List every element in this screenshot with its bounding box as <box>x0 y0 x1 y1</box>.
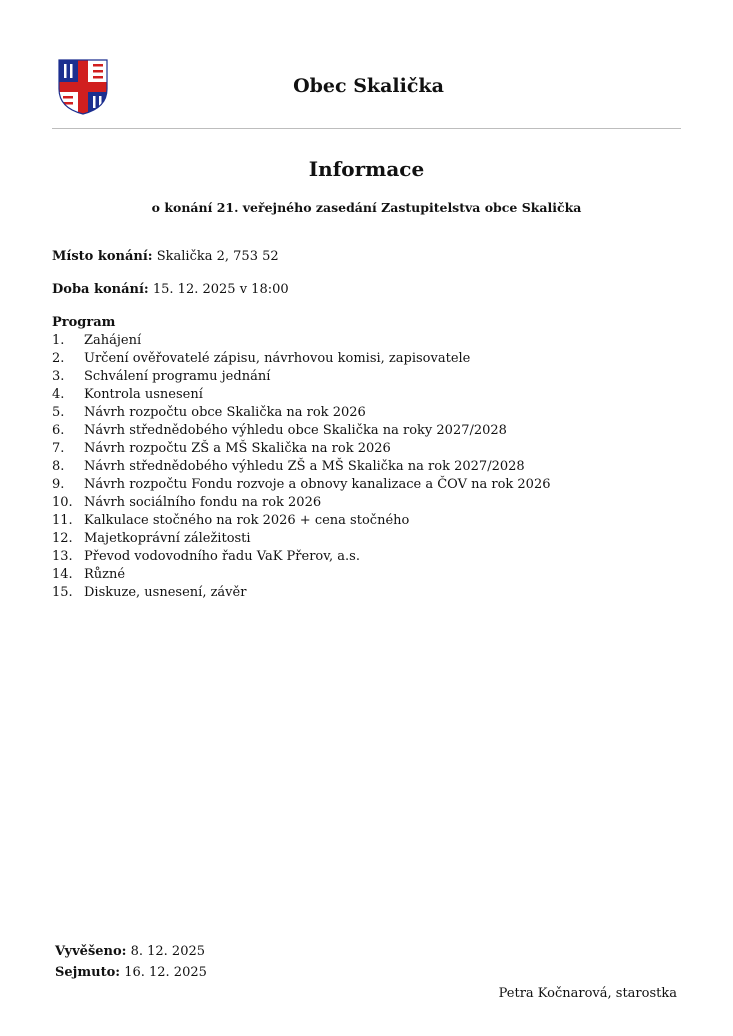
program-item <box>52 512 550 530</box>
program-item-text: Návrh rozpočtu ZŠ a MŠ Skalička na rok 2026 <box>84 441 391 456</box>
meeting-time-value: 15. 12. 2025 v 18:00 <box>152 282 289 297</box>
program-item-number: 4. <box>52 387 65 402</box>
posted-value: 8. 12. 2025 <box>130 944 206 959</box>
program-item <box>52 386 550 404</box>
posted-label: Vyvěšeno: <box>55 944 127 959</box>
program-item-text: Kalkulace stočného na rok 2026 + cena stočného <box>84 513 410 528</box>
removed-label: Sejmuto: <box>55 965 121 980</box>
program-item-number: 2. <box>52 351 65 366</box>
program-item <box>52 566 550 584</box>
meeting-place-value: Skalička 2, 753 52 <box>156 249 279 264</box>
program-item-number: 7. <box>52 441 65 456</box>
program-item-number: 10. <box>52 495 73 510</box>
program-item-number: 13. <box>52 549 73 564</box>
program-item-text: Schválení programu jednání <box>84 369 271 384</box>
program-item-number: 12. <box>52 531 73 546</box>
program-item-text: Diskuze, usnesení, závěr <box>84 585 247 600</box>
program-item <box>52 530 550 548</box>
program-item <box>52 404 550 422</box>
program-item-text: Návrh rozpočtu obce Skalička na rok 2026 <box>84 405 366 420</box>
program-item-text: Určení ověřovatelé zápisu, návrhovou komisi, zapisovatele <box>84 351 471 366</box>
org-name: Obec Skalička <box>293 75 444 97</box>
program-item <box>52 440 550 458</box>
program-item <box>52 368 550 386</box>
program-item <box>52 350 550 368</box>
program-item <box>52 422 550 440</box>
program-item-text: Převod vodovodního řadu VaK Přerov, a.s. <box>84 549 360 564</box>
program-item <box>52 548 550 566</box>
header-divider <box>52 128 681 129</box>
meeting-time <box>52 282 289 297</box>
meeting-place <box>52 249 279 264</box>
program-item-text: Majetkoprávní záležitosti <box>84 531 251 546</box>
program-list <box>52 332 550 602</box>
program-item-text: Návrh sociálního fondu na rok 2026 <box>84 495 322 510</box>
program-item-text: Kontrola usnesení <box>84 387 203 402</box>
mayor-signature: Petra Kočnarová, starostka <box>498 986 677 1001</box>
program-item-number: 5. <box>52 405 65 420</box>
program-item-number: 9. <box>52 477 65 492</box>
program-item <box>52 494 550 512</box>
program-item <box>52 584 550 602</box>
program-item-number: 15. <box>52 585 73 600</box>
removed-value: 16. 12. 2025 <box>124 965 207 980</box>
program-item-number: 1. <box>52 333 65 348</box>
meeting-time-label: Doba konání: <box>52 282 149 297</box>
program-item-text: Návrh střednědobého výhledu obce Skalička na roky 2027/2028 <box>84 423 507 438</box>
program-heading: Program <box>52 315 116 330</box>
program-item <box>52 476 550 494</box>
program-item-text: Návrh rozpočtu Fondu rozvoje a obnovy kanalizace a ČOV na rok 2026 <box>84 477 551 492</box>
program-item-number: 14. <box>52 567 73 582</box>
meeting-place-label: Místo konání: <box>52 249 153 264</box>
program-item-text: Různé <box>84 567 126 582</box>
program-item-number: 11. <box>52 513 73 528</box>
removed-date <box>55 965 207 980</box>
program-item-number: 8. <box>52 459 65 474</box>
program-item <box>52 458 550 476</box>
posted-date <box>55 944 205 959</box>
program-item-number: 6. <box>52 423 65 438</box>
program-item <box>52 332 550 350</box>
notice-subtitle: o konání 21. veřejného zasedání Zastupitelstva obce Skalička <box>151 200 582 215</box>
program-item-number: 3. <box>52 369 65 384</box>
notice-title: Informace <box>308 157 425 181</box>
program-item-text: Zahájení <box>84 333 142 348</box>
program-item-text: Návrh střednědobého výhledu ZŠ a MŠ Skalička na rok 2027/2028 <box>84 459 525 474</box>
